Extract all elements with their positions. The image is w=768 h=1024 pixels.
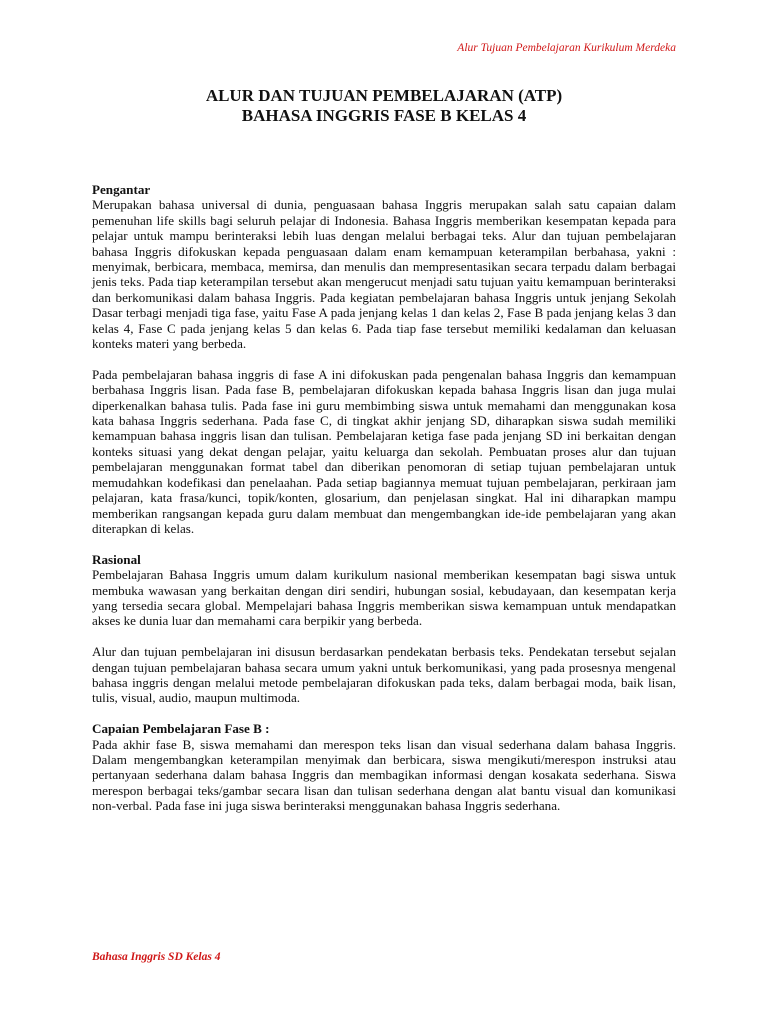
- section-capaian: [92, 721, 676, 813]
- section-heading: Rasional: [92, 551, 141, 567]
- paragraph: Merupakan bahasa universal di dunia, penguasaan bahasa Inggris merupakan salah satu capaian dalam pemenuhan life skills bagi seluruh pelajar di Indonesia. Bahasa Inggris memberikan kesempatan kepada para pelajar untuk mampu berinteraksi lebih luas dengan melalui berbagai teks. Alur dan tujuan pembelajaran bahasa Inggris difokuskan kepada penguasaan dalam enam kemampuan keterampilan berbahasa, yakni : menyimak, berbicara, membaca, memirsa, dan menulis dan mempresentasikan secara terpadu dalam berbagai jenis teks. Pada tiap keterampilan tersebut akan mengerucut menjadi satu tujuan yaitu kemampuan berinteraksi dan berkomunikasi dalam bahasa Inggris. Pada kegiatan pembelajaran bahasa Inggris untuk jenjang Sekolah Dasar terbagi menjadi tiga fase, yaitu Fase A pada jenjang kelas 1 dan kelas 2, Fase B pada jenjang kelas 3 dan kelas 4, Fase C pada jenjang kelas 5 dan kelas 6. Pada tiap fase tersebut memiliki kedalaman dan keluasan konteks materi yang berbeda.: [92, 197, 676, 352]
- section-pengantar: [92, 182, 676, 536]
- paragraph: Pada akhir fase B, siswa memahami dan merespon teks lisan dan visual sederhana dalam bahasa Inggris. Dalam mengembangkan keterampilan menyimak dan berbicara, siswa mengikuti/merespon instruksi atau pertanyaan sederhana dalam bahasa Inggris dan membagikan informasi dengan kosakata sederhana. Siswa merespon berbagai teks/gambar secara lisan dan tulisan sederhana dengan alat bantu visual dan komunikasi non-verbal. Pada fase ini juga siswa berinteraksi menggunakan bahasa Inggris sederhana.: [92, 736, 676, 814]
- section-rasional: [92, 552, 676, 706]
- paragraph: Pada pembelajaran bahasa inggris di fase A ini difokuskan pada pengenalan bahasa Inggris dan kemampuan berbahasa Inggris lisan. Pada fase B, pembelajaran difokuskan kepada bahasa Inggris lisan dan juga mulai diperkenalkan bahasa tulis. Pada fase ini guru membimbing siswa untuk memahami dan menggunakan kosa kata bahasa Inggris sederhana. Pada fase C, di tingkat akhir jenjang SD, diharapkan siswa sudah memiliki kemampuan bahasa inggris lisan dan tulisan. Pembelajaran ketiga fase pada jenjang SD ini berkaitan dengan konteks situasi yang dekat dengan pelajar, yaitu keluarga dan sekolah. Pembuatan proses alur dan tujuan pembelajaran menggunakan format tabel dan diberikan penomoran di setiap tujuan pembelajaran untuk memudahkan kodefikasi dan penelaahan. Pada setiap bagiannya memuat tujuan pembelajaran, perkiraan jam pelajaran, kata frasa/kunci, topik/konten, glosarium, dan penjelasan singkat. Hal ini diharapkan mampu memberikan rangsangan kepada guru dalam membuat dan mengembangkan ide-ide pembelajaran yang akan diterapkan di kelas.: [92, 366, 676, 536]
- document-body: [92, 182, 676, 829]
- running-header: Alur Tujuan Pembelajaran Kurikulum Merdeka: [457, 42, 676, 54]
- paragraph: Pembelajaran Bahasa Inggris umum dalam kurikulum nasional memberikan kesempatan bagi siswa untuk membuka wawasan yang berkaitan dengan diri sendiri, hubungan sosial, kebudayaan, dan kesempatan kerja yang tersedia secara global. Mempelajari bahasa Inggris memberikan siswa kemampuan untuk mendapatkan akses ke dunia luar dan memahami cara berpikir yang berbeda.: [92, 567, 676, 629]
- document-title: [0, 86, 768, 126]
- paragraph: Alur dan tujuan pembelajaran ini disusun berdasarkan pendekatan berbasis teks. Pendekatan tersebut sejalan dengan tujuan pembelajaran bahasa secara umum yakni untuk berkomunikasi, yang pada prosesnya mengenal bahasa inggris dengan melalui metode pembelajaran difokuskan pada teks, dalam berbagai moda, baik lisan, tulis, visual, audio, maupun multimoda.: [92, 644, 676, 706]
- section-heading: Capaian Pembelajaran Fase B :: [92, 721, 270, 737]
- title-line-2: BAHASA INGGRIS FASE B KELAS 4: [241, 106, 527, 125]
- title-line-1: ALUR DAN TUJUAN PEMBELAJARAN (ATP): [205, 86, 563, 105]
- running-footer: Bahasa Inggris SD Kelas 4: [92, 951, 221, 963]
- section-heading: Pengantar: [92, 182, 151, 197]
